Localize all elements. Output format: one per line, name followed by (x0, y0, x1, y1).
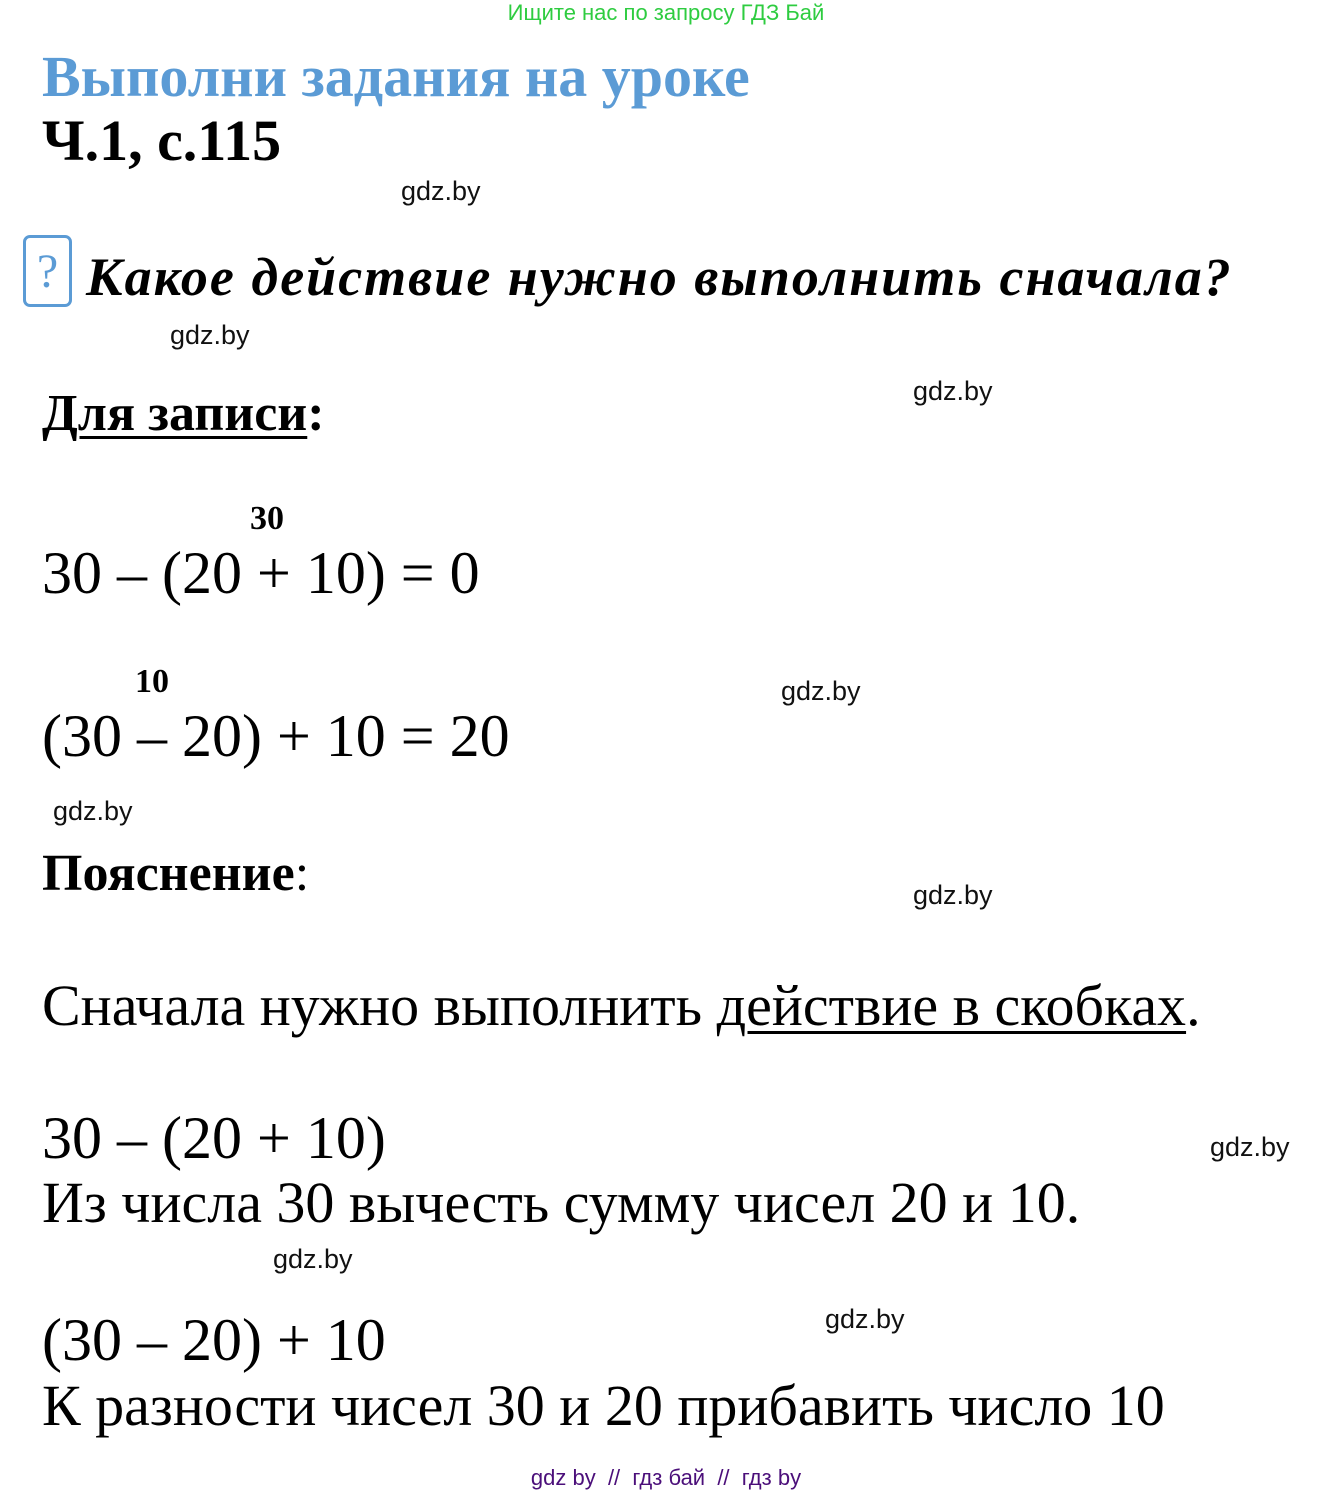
watermark: gdz.by (53, 796, 133, 826)
watermark: gdz.by (825, 1304, 905, 1334)
intro-underlined: действие в скобках (716, 973, 1187, 1038)
footer-watermark: gdz by // гдз бай // гдз by (530, 1465, 802, 1490)
equation-1: 30 – (20 + 10) = 0 (42, 540, 480, 606)
expression-1-text: Из числа 30 вычесть сумму чисел 20 и 10. (42, 1170, 1081, 1235)
watermark: gdz.by (401, 176, 481, 206)
record-heading-colon: : (307, 385, 325, 442)
eq1-note: 30 (250, 500, 284, 537)
explanation-intro (42, 973, 1201, 1038)
intro-end: . (1186, 973, 1201, 1038)
watermark: gdz.by (913, 880, 993, 910)
equation-2: (30 – 20) + 10 = 20 (42, 703, 510, 769)
watermark: gdz.by (170, 320, 250, 350)
explanation-heading-colon: : (294, 845, 310, 902)
expression-2-text: К разности чисел 30 и 20 прибавить число 10 (42, 1373, 1165, 1438)
record-heading-label: Для записи (42, 385, 308, 442)
expression-1: 30 – (20 + 10) (42, 1105, 386, 1171)
expression-2: (30 – 20) + 10 (42, 1307, 386, 1373)
question-text: Какое действие нужно выполнить сначала? (86, 247, 1233, 307)
question-mark: ? (36, 245, 59, 298)
watermark: gdz.by (273, 1244, 353, 1274)
watermark: gdz.by (913, 376, 993, 406)
watermark: gdz.by (781, 676, 861, 706)
record-heading (42, 385, 325, 442)
page-subtitle: Ч.1, с.115 (42, 108, 282, 173)
intro-start: Сначала нужно выполнить (42, 973, 717, 1038)
watermark: gdz.by (1210, 1132, 1290, 1162)
page-title: Выполни задания на уроке (42, 44, 750, 109)
explanation-heading-label: Пояснение (42, 845, 295, 902)
search-hint: Ищите нас по запросу ГДЗ Бай (507, 0, 825, 25)
eq2-note: 10 (135, 663, 169, 700)
explanation-heading (42, 845, 310, 902)
question-icon (23, 235, 72, 307)
